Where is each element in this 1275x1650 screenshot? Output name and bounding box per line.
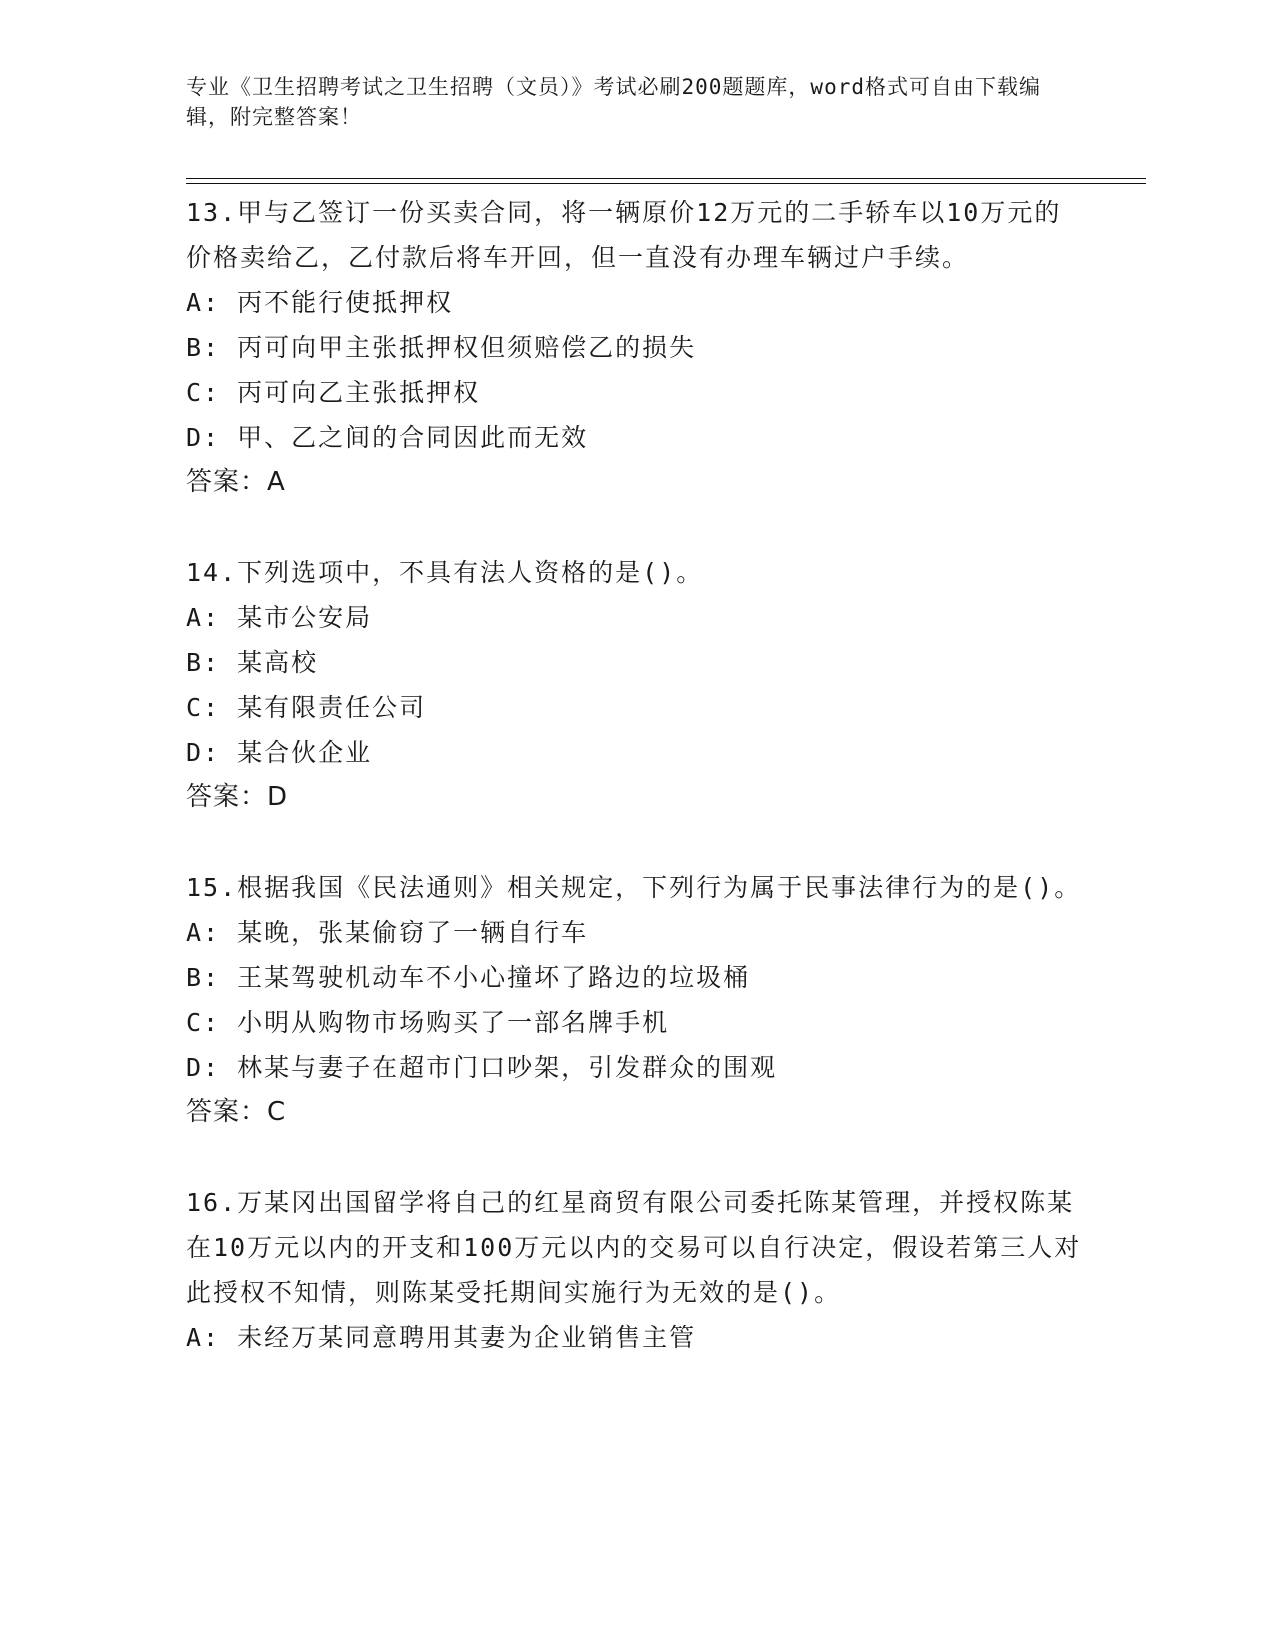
answer: 答案：D [186, 782, 289, 812]
question-13 [186, 190, 1086, 505]
question-16 [186, 1180, 1086, 1360]
option-c: C: 某有限责任公司 [186, 693, 427, 722]
option-b: B: 丙可向甲主张抵押权但须赔偿乙的损失 [186, 333, 697, 362]
option-a: A: 某晚，张某偷窃了一辆自行车 [186, 918, 589, 947]
question-stem: 14.下列选项中，不具有法人资格的是()。 [186, 558, 704, 587]
header-divider-bottom [186, 183, 1146, 184]
question-14 [186, 550, 1086, 820]
option-b: B: 某高校 [186, 648, 319, 677]
option-c: C: 丙可向乙主张抵押权 [186, 378, 481, 407]
answer: 答案：A [186, 467, 286, 497]
option-d: D: 甲、乙之间的合同因此而无效 [186, 423, 589, 452]
document-header: 专业《卫生招聘考试之卫生招聘（文员）》考试必刷200题题库，word格式可自由下载编辑，附完整答案！ [186, 75, 1041, 129]
option-a: A: 丙不能行使抵押权 [186, 288, 454, 317]
question-stem: 16.万某冈出国留学将自己的红星商贸有限公司委托陈某管理，并授权陈某在10万元以内的开支和100万元以内的交易可以自行决定，假设若第三人对此授权不知情，则陈某受托期间实施行为无效的是()。 [186, 1188, 1082, 1307]
option-c: C: 小明从购物市场购买了一部名牌手机 [186, 1008, 670, 1037]
option-a: A: 某市公安局 [186, 603, 373, 632]
option-d: D: 林某与妻子在超市门口吵架，引发群众的围观 [186, 1053, 778, 1082]
option-a: A: 未经万某同意聘用其妻为企业销售主管 [186, 1323, 697, 1352]
option-d: D: 某合伙企业 [186, 738, 373, 767]
answer: 答案：C [186, 1097, 287, 1127]
question-15 [186, 865, 1086, 1135]
question-list [186, 190, 1086, 1360]
question-stem: 15.根据我国《民法通则》相关规定，下列行为属于民事法律行为的是()。 [186, 873, 1082, 902]
question-stem: 13.甲与乙签订一份买卖合同，将一辆原价12万元的二手轿车以10万元的价格卖给乙，乙付款后将车开回，但一直没有办理车辆过户手续。 [186, 198, 1062, 272]
option-b: B: 王某驾驶机动车不小心撞坏了路边的垃圾桶 [186, 963, 751, 992]
header-divider-top [186, 178, 1146, 179]
